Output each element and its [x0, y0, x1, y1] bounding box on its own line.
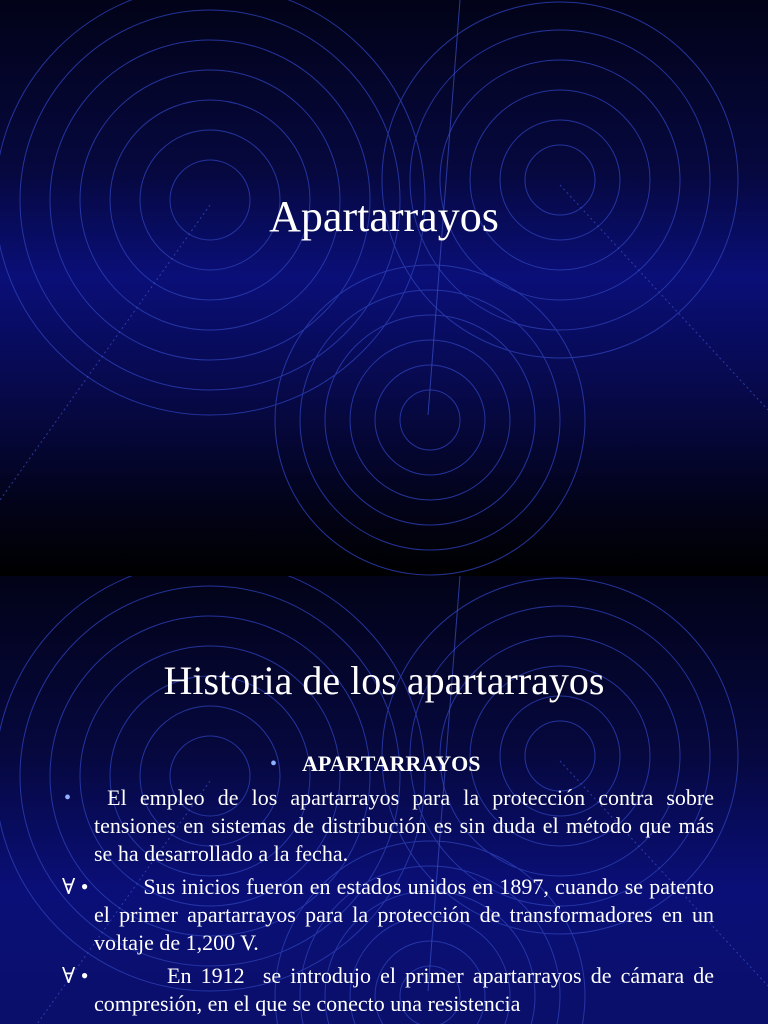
bullet-header-label: APARTARRAYOS — [302, 751, 481, 776]
forall-bullet-icon: ∀ • — [62, 874, 89, 899]
paragraph: El empleo de los apartarrayos para la protección contra sobre tensiones en sistemas de distribución es sin duda el método que más se ha desarrollado a la fecha. — [94, 785, 720, 866]
slide-2 — [0, 576, 768, 1024]
slide-title: Apartarrayos — [269, 192, 499, 241]
bullet-icon: • — [270, 753, 278, 775]
slide-heading: Historia de los apartarrayos — [163, 658, 605, 703]
bullet-icon: • — [64, 787, 72, 809]
forall-bullet-icon: ∀ • — [62, 963, 89, 988]
paragraph: Sus inicios fueron en estados unidos en 1897, cuando se patento el primer apartarrayos para la protección de transformadores en un voltaje de 1,200 V. — [94, 874, 720, 955]
paragraph: En 1912 se introdujo el primer apartarrayos de cámara de compresión, en el que se conecto una resistencia — [94, 963, 720, 1016]
